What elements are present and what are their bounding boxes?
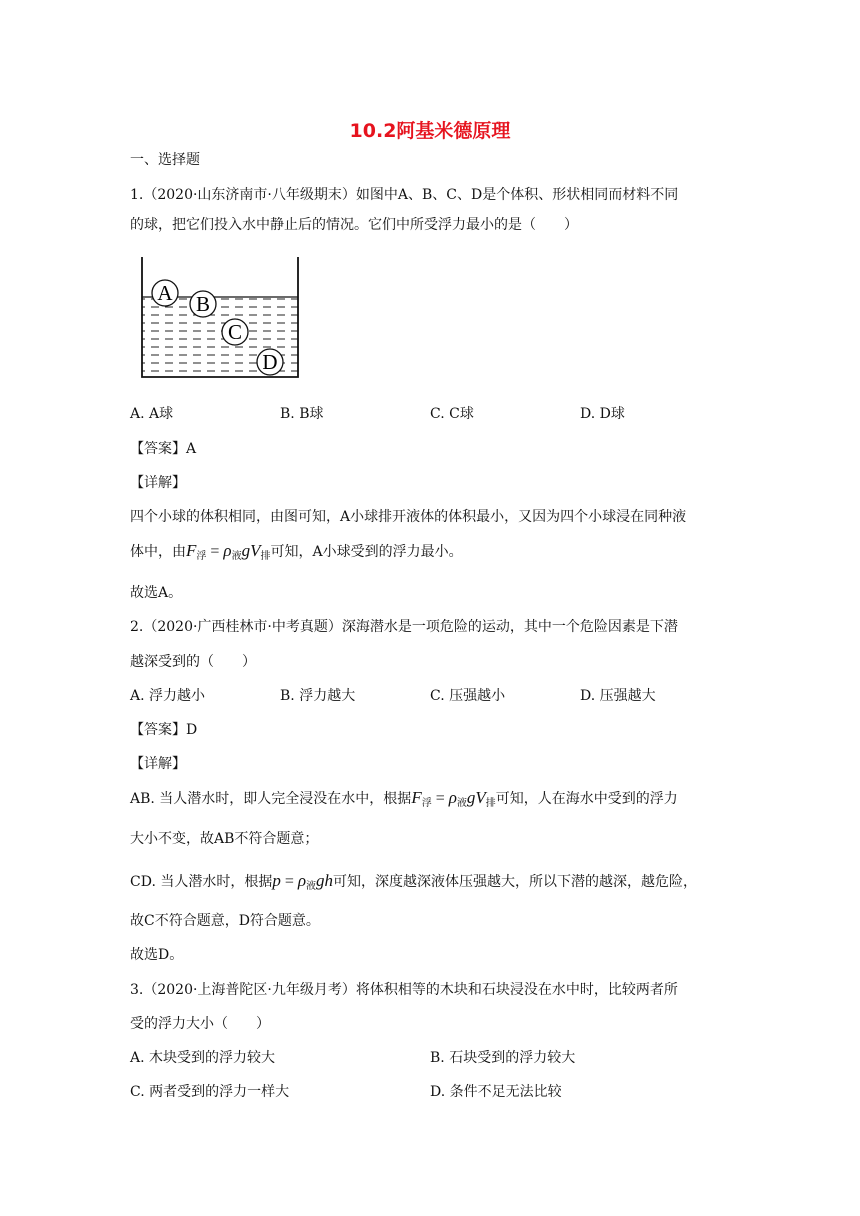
q2-detail-cd-line-1: CD. 当人潜水时，根据$p = \rho_液gh$可知，深度越深液体压强越大，所以下潜的越深，越危险， — [130, 871, 698, 892]
ball-a — [152, 280, 178, 306]
q1-detail-line-1: 四个小球的体积相同，由图可知，A小球排开液体的体积最小，又因为四个小球浸在同种液 — [130, 509, 687, 525]
ball-b — [190, 291, 216, 317]
q1-stem-line-1: 1.（2020·山东济南市·八年级期末）如图中A、B、C、D是个体积、形状相同而材料不同 — [130, 187, 679, 203]
section-heading: 一、选择题 — [130, 152, 200, 168]
pressure-formula: $p = \rho_液gh$ — [272, 871, 334, 892]
svg-text:B: B — [195, 292, 211, 316]
q1-detail-heading: 【详解】 — [130, 475, 186, 491]
q1-option-b: B. B球 — [280, 406, 324, 422]
q1-figure-container-with-balls — [136, 255, 302, 381]
ball-c — [222, 319, 248, 345]
q3-option-c: C. 两者受到的浮力一样大 — [130, 1084, 290, 1100]
q2-stem-line-1: 2.（2020·广西桂林市·中考真题）深海潜水是一项危险的运动，其中一个危险因素是下潜 — [130, 619, 678, 635]
q3-option-d: D. 条件不足无法比较 — [430, 1084, 562, 1100]
q1-option-a: A. A球 — [130, 406, 174, 422]
q2-detail-ab-line-2: 大小不变，故AB不符合题意； — [130, 831, 319, 847]
q1-conclusion: 故选A。 — [130, 585, 183, 601]
q2-answer: 【答案】D — [130, 722, 198, 738]
q1-detail-line-2: 体中，由$F_浮 = \rho_液gV_排$可知，A小球受到的浮力最小。 — [130, 541, 463, 562]
q2-option-b: B. 浮力越大 — [280, 688, 356, 704]
q2-detail-heading: 【详解】 — [130, 756, 186, 772]
svg-text:A: A — [157, 281, 173, 305]
q2-stem-line-2: 越深受到的（ ） — [130, 654, 256, 670]
q1-option-c: C. C球 — [430, 406, 474, 422]
q2-detail-cd-line-2: 故C不符合题意，D符合题意。 — [130, 913, 320, 929]
q3-stem-line-1: 3.（2020·上海普陀区·九年级月考）将体积相等的木块和石块浸没在水中时，比较两者所 — [130, 982, 678, 998]
q1-answer: 【答案】A — [130, 441, 197, 457]
page-title: 10.2阿基米德原理 — [349, 120, 511, 142]
q2-option-c: C. 压强越小 — [430, 688, 506, 704]
q2-option-d: D. 压强越大 — [580, 688, 656, 704]
q3-option-b: B. 石块受到的浮力较大 — [430, 1050, 576, 1066]
q3-option-a: A. 木块受到的浮力较大 — [130, 1050, 276, 1066]
buoyancy-formula: $F_浮 = \rho_液gV_排$ — [186, 541, 271, 562]
q2-conclusion: 故选D。 — [130, 947, 184, 963]
q1-option-d: D. D球 — [580, 406, 625, 422]
svg-text:D: D — [262, 350, 278, 374]
q2-detail-ab-line-1: AB. 当人潜水时，即人完全浸没在水中，根据$F_浮 = \rho_液gV_排$可知，人在海水中受到的浮力 — [130, 788, 678, 809]
q1-stem-line-2: 的球，把它们投入水中静止后的情况。它们中所受浮力最小的是（ ） — [130, 217, 578, 233]
ball-d — [257, 349, 283, 375]
buoyancy-formula: $F_浮 = \rho_液gV_排$ — [411, 788, 496, 809]
q3-stem-line-2: 受的浮力大小（ ） — [130, 1016, 270, 1032]
svg-text:C: C — [227, 320, 243, 344]
q2-option-a: A. 浮力越小 — [130, 688, 206, 704]
